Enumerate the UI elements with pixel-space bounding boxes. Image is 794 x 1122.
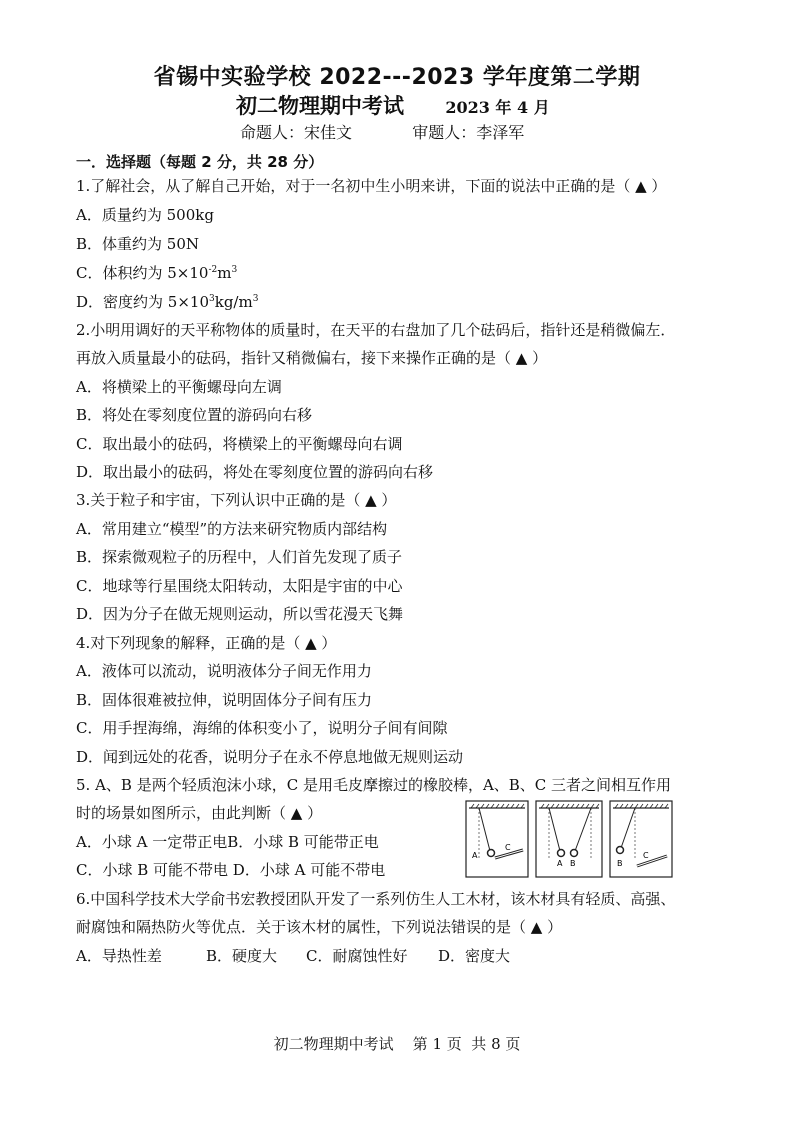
unit-exponent: 3 bbox=[231, 265, 238, 275]
question-2-option-a: A．将横梁上的平衡螺母向左调 bbox=[76, 378, 282, 396]
question-4-option-a: A．液体可以流动，说明液体分子间无作用力 bbox=[76, 662, 372, 680]
exam-date: 2023 年 4 月 bbox=[445, 98, 550, 117]
question-1-option-a: A．质量约为 500kg bbox=[76, 206, 214, 224]
question-4-stem: 4.对下列现象的解释，正确的是（ ▲ ） bbox=[76, 634, 337, 652]
label-a: A bbox=[472, 851, 478, 860]
figure-panel-1 bbox=[466, 801, 528, 877]
question-4-option-b: B．固体很难被拉伸，说明固体分子间有压力 bbox=[76, 691, 373, 709]
question-5-stem-line1: 5. A、B 是两个轻质泡沫小球，C 是用毛皮摩擦过的橡胶棒，A、B、C 三者之间相互作用 bbox=[76, 776, 672, 794]
figure-panel-3 bbox=[610, 801, 672, 877]
exam-authors bbox=[240, 120, 524, 143]
exponent: -2 bbox=[208, 265, 218, 275]
figure-panel-2 bbox=[536, 801, 602, 877]
option-text: C．体积约为 5×10 bbox=[76, 264, 209, 282]
question-1-stem: 1.了解社会，从了解自己开始，对于一名初中生小明来讲，下面的说法中正确的是（ ▲ ） bbox=[76, 177, 667, 195]
question-5-options-cd: C．小球 B 可能不带电 D．小球 A 可能不带电 bbox=[76, 861, 386, 879]
reviewer-label: 审题人：李泽军 bbox=[412, 123, 525, 142]
exam-title-line1: 省锡中实验学校 2022---2023 学年度第二学期 bbox=[153, 65, 641, 90]
unit: kg/m bbox=[214, 293, 253, 311]
exponent: 3 bbox=[209, 294, 215, 304]
option-text: D．密度约为 5×10 bbox=[76, 293, 209, 311]
question-6-option-c: C．耐腐蚀性好 bbox=[306, 947, 408, 965]
question-6-options bbox=[76, 946, 510, 966]
label-b: B bbox=[570, 859, 576, 868]
question-6-stem-line2: 耐腐蚀和隔热防火等优点．关于该木材的属性，下列说法错误的是（ ▲ ） bbox=[76, 918, 563, 936]
question-3-option-a: A．常用建立“模型”的方法来研究物质内部结构 bbox=[76, 520, 388, 538]
question-6-option-d: D．密度大 bbox=[438, 947, 511, 965]
question-5-stem-line2: 时的场景如图所示，由此判断（ ▲ ） bbox=[76, 804, 323, 822]
question-4-option-c: C．用手捏海绵，海绵的体积变小了，说明分子间有间隙 bbox=[76, 719, 448, 737]
question-1-option-d bbox=[76, 292, 258, 312]
label-c: C bbox=[643, 851, 649, 860]
question-6-option-a: A．导热性差 bbox=[76, 947, 162, 965]
question-2-stem-line2: 再放入质量最小的砝码，指针又稍微偏右，接下来操作正确的是（ ▲ ） bbox=[76, 349, 548, 367]
question-1-option-c bbox=[76, 263, 237, 283]
label-b: B bbox=[617, 859, 623, 868]
question-3-option-d: D．因为分子在做无规则运动，所以雪花漫天飞舞 bbox=[76, 605, 404, 623]
question-4-option-d: D．闻到远处的花香，说明分子在永不停息地做无规则运动 bbox=[76, 748, 464, 766]
section-title: 一．选择题（每题 2 分，共 28 分） bbox=[76, 153, 324, 171]
exam-title-line2 bbox=[236, 90, 696, 120]
author-label: 命题人：宋佳文 bbox=[240, 123, 353, 142]
question-6-stem-line1: 6.中国科学技术大学俞书宏教授团队开发了一系列仿生人工木材，该木材具有轻质、高强、 bbox=[76, 890, 676, 908]
exam-subject-title: 初二物理期中考试 bbox=[236, 94, 404, 118]
question-3-option-c: C．地球等行星围绕太阳转动，太阳是宇宙的中心 bbox=[76, 577, 403, 595]
question-1-option-b: B．体重约为 50N bbox=[76, 235, 200, 253]
question-3-stem: 3.关于粒子和宇宙，下列认识中正确的是（ ▲ ） bbox=[76, 491, 397, 509]
page-footer: 初二物理期中考试 第 1 页 共 8 页 bbox=[273, 1035, 521, 1053]
unit: m bbox=[217, 264, 232, 282]
question-3-option-b: B．探索微观粒子的历程中，人们首先发现了质子 bbox=[76, 548, 403, 566]
question-5-options-ab: A．小球 A 一定带正电B．小球 B 可能带正电 bbox=[76, 833, 379, 851]
label-a: A bbox=[557, 859, 563, 868]
question-2-stem-line1: 2.小明用调好的天平称物体的质量时，在天平的右盘加了几个砝码后，指针还是稍微偏左． bbox=[76, 321, 676, 339]
label-c: C bbox=[505, 843, 511, 852]
question-2-option-b: B．将处在零刻度位置的游码向右移 bbox=[76, 406, 313, 424]
question-6-option-b: B．硬度大 bbox=[206, 947, 278, 965]
question-5-figure bbox=[465, 800, 675, 878]
question-2-option-d: D．取出最小的砝码，将处在零刻度位置的游码向右移 bbox=[76, 463, 434, 481]
question-2-option-c: C．取出最小的砝码，将横梁上的平衡螺母向右调 bbox=[76, 435, 403, 453]
unit-exponent: 3 bbox=[252, 294, 259, 304]
